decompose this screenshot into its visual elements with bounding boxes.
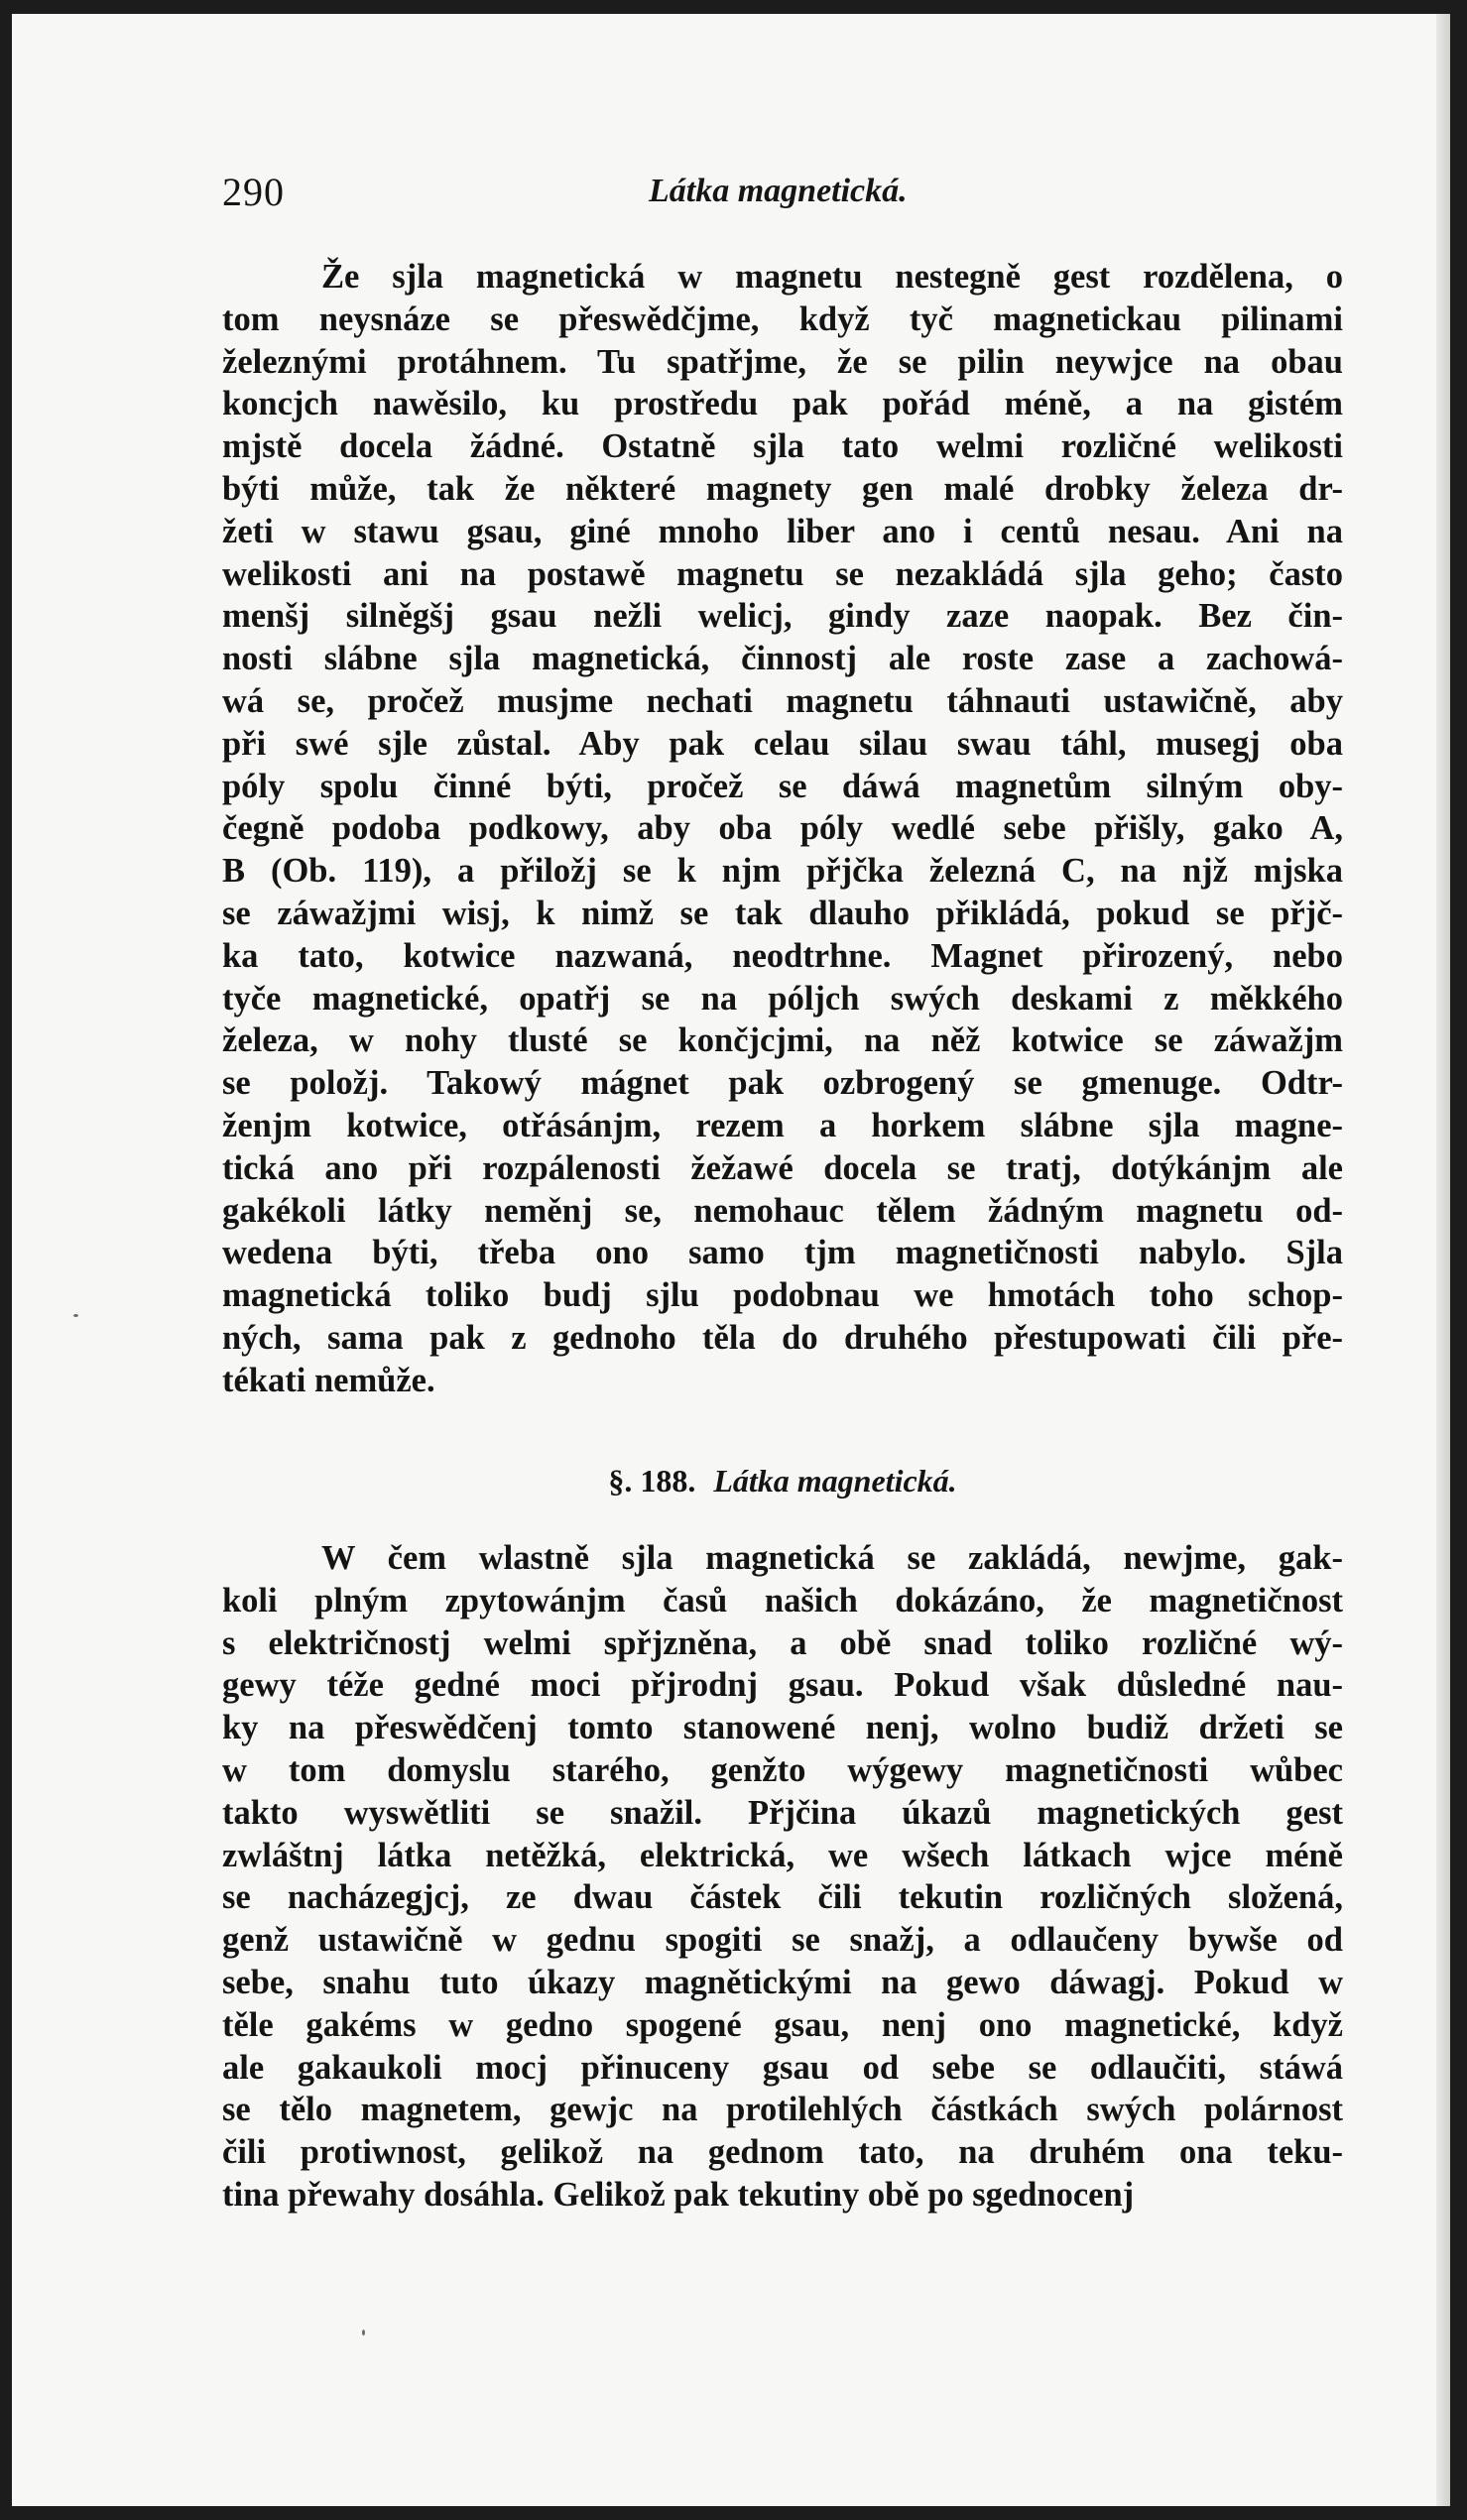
text-line: menšj silněgšj gsau nežli welicj, gindy zaze naopak. Bez čin-: [222, 597, 1343, 636]
text-line: se záwažjmi wisj, k nimž se tak dlauho přikládá, pokud se přjč-: [222, 894, 1343, 932]
text-line: při swé sjle zůstal. Aby pak celau silau swau táhl, musegj oba: [222, 724, 1343, 763]
text-line: železnými protáhnem. Tu spatřjme, že se pilin neywjce na obau: [222, 342, 1343, 381]
text-line: železa, w nohy tlusté se končjcjmi, na něž kotwice se záwažjm: [222, 1021, 1343, 1060]
page-edge-shadow: [1436, 14, 1450, 2506]
text-line: wá se, pročež musjme nechati magnetu táhnauti ustawičně, aby: [222, 681, 1343, 720]
text-line: nosti slábne sjla magnetická, činnostj ale roste zase a zachowá-: [222, 640, 1343, 678]
text-line: tina přewahy dosáhla. Gelikož pak tekutiny obě po sgednocenj: [222, 2175, 1135, 2214]
text-line: býti může, tak že některé magnety gen malé drobky železa dr-: [222, 469, 1343, 508]
text-line: magnetická toliko budj sjlu podobnau we hmotách toho schop-: [222, 1276, 1343, 1315]
text-line: gewy téže gedné moci přjrodnj gsau. Pokud však důsledné nau-: [222, 1666, 1343, 1705]
text-line: póly spolu činné býti, pročež se dáwá magnetům silným oby-: [222, 767, 1343, 805]
text-line: ale gakaukoli mocj přinuceny gsau od sebe se odlaučiti, stáwá: [222, 2048, 1343, 2087]
text-line: B (Ob. 119), a přiložj se k njm přjčka železná C, na njž mjska: [222, 852, 1343, 891]
scan-speck: [362, 2330, 365, 2336]
running-header: [222, 169, 1343, 228]
text-line: welikosti ani na postawě magnetu se nezakládá sjla geho; často: [222, 554, 1343, 593]
text-line: takto wyswětliti se snažil. Přjčina úkazů magnetických gest: [222, 1793, 1343, 1832]
text-line: tická ano při rozpálenosti žežawé docela se tratj, dotýkánjm ale: [222, 1148, 1343, 1187]
text-line: těle gakéms w gedno spogené gsau, nenj ono magnetické, když: [222, 2005, 1343, 2044]
paragraph-magnetic-force: [222, 256, 1343, 1402]
text-line: gakékoli látky neměnj se, nemohauc tělem žádným magnetu od-: [222, 1191, 1343, 1230]
running-title: Látka magnetická.: [649, 173, 908, 209]
text-line: čili protiwnost, gelikož na gednom tato, na druhém ona teku-: [222, 2133, 1343, 2172]
text-line: žeti w stawu gsau, giné mnoho liber ano i centů nesau. Ani na: [222, 512, 1343, 550]
text-line: se nacházegjcj, ze dwau částek čili tekutin rozličných složená,: [222, 1878, 1343, 1917]
text-line: Že sjla magnetická w magnetu nestegně gest rozdělena, o: [321, 258, 1343, 296]
text-line: ženjm kotwice, otřásánjm, rezem a horkem slábne sjla magne-: [222, 1106, 1343, 1144]
text-line: sebe, snahu tuto úkazy magnětickými na gewo dáwagj. Pokud w: [222, 1963, 1343, 2001]
text-line: mjstě docela žádné. Ostatně sjla tato welmi rozličné welikosti: [222, 427, 1343, 466]
paragraph-magnetic-matter: [222, 1537, 1343, 2217]
text-line: ka tato, kotwice nazwaná, neodtrhne. Magnet přirozený, nebo: [222, 936, 1343, 975]
text-line: se tělo magnetem, gewjc na protilehlých částkách swých polárnost: [222, 2091, 1343, 2129]
text-line: tékati nemůže.: [222, 1361, 435, 1399]
text-line: W čem wlastně sjla magnetická se zakládá, newjme, gak-: [321, 1539, 1343, 1577]
scan-speck: [73, 1314, 78, 1317]
text-line: se položj. Takowý mágnet pak ozbrogený se gmenuge. Odtr-: [222, 1064, 1343, 1103]
section-title: Látka magnetická.: [713, 1463, 957, 1499]
text-line: w tom domyslu starého, genžto wýgewy magnetičnosti wůbec: [222, 1750, 1343, 1789]
text-line: ných, sama pak z gednoho těla do druhého přestupowati čili pře-: [222, 1318, 1343, 1357]
text-line: genž ustawičně w gednu spogiti se snažj, a odlaučeny bywše od: [222, 1921, 1343, 1960]
text-line: tyče magnetické, opatřj se na póljch swých deskami z měkkého: [222, 979, 1343, 1018]
page-number: 290: [222, 170, 285, 214]
text-line: čegně podoba podkowy, aby oba póly wedlé sebe přišly, gako A,: [222, 809, 1343, 848]
section-heading: [222, 1463, 1343, 1500]
text-line: s električnostj welmi spřjzněna, a obě snad toliko rozličné wý-: [222, 1623, 1343, 1662]
text-line: ky na přeswědčenj tomto stanowené nenj, wolno budiž držeti se: [222, 1709, 1343, 1747]
text-line: koncjch nawěsilo, ku prostředu pak pořád méně, a na gistém: [222, 385, 1343, 423]
text-line: zwláštnj látka netěžká, elektrická, we wšech látkach wjce méně: [222, 1836, 1343, 1874]
text-line: tom neysnáze se přeswědčjme, když tyč magnetickau pilinami: [222, 300, 1343, 338]
section-number: §. 188.: [608, 1463, 696, 1499]
text-line: koli plným zpytowánjm časů našich dokázáno, že magnetičnost: [222, 1581, 1343, 1620]
text-line: wedena býti, třeba ono samo tjm magnetičnosti nabylo. Sjla: [222, 1234, 1343, 1272]
